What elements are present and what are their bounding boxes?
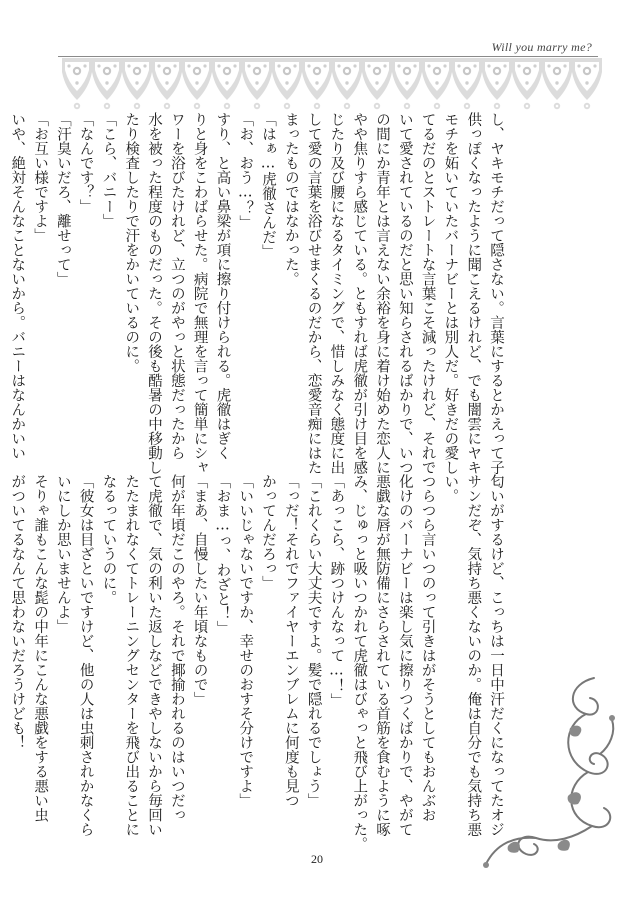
- text-line: 「いいじゃないですか、幸せのおすそ分けですよ」: [237, 474, 254, 808]
- text-line: み、じゅっと吸いつかれて虎徹はびゃっと飛び上がった。: [351, 474, 368, 851]
- text-line: て虎徹で、気の利いた返しなどできやしないから毎回い: [146, 474, 163, 837]
- text-line: 「まあ、自慢したい年頃なもので」: [191, 474, 208, 706]
- text-line: 「彼女は目ざといですけど、他の人は虫刺されかなくら: [77, 474, 94, 837]
- text-line: モチを妬いていたバーナビーとは別人だ。好きだの愛し: [442, 112, 459, 475]
- page-number: 20: [311, 852, 323, 866]
- text-line: 「お、おう…？」: [237, 112, 254, 230]
- text-line: 「おま…っ、わざと！」: [214, 474, 231, 635]
- text-line: 「お互い様ですよ」: [32, 112, 49, 243]
- text-line: すり、と高い鼻梁が項に擦り付けられる。虎徹はぎく: [214, 112, 231, 460]
- text-line: つらつら言いつのって引きはがそうとしてもおんぶお: [419, 474, 436, 822]
- text-line: てるだのとストレートな言葉こそ減ったけれど、それで: [419, 112, 436, 475]
- text-line: 「あっこら、跡つけんなって…！」: [328, 474, 345, 708]
- flourish-corner-ornament: [474, 668, 624, 878]
- text-line: し、ヤキモチだって隠さない。言葉にするとかえって子: [488, 112, 504, 475]
- text-line: かってんだろっ」: [260, 474, 277, 590]
- text-line: 「汗臭いだろ、離せって」: [54, 112, 71, 286]
- text-line: 匂いがするけど、こっちは一日中汗だくになってたオジ: [488, 474, 504, 837]
- text-line: がついてるなんて思わないだろうけども！: [9, 474, 26, 750]
- text-line: 悪戯な唇が無防備にさらされている首筋を食むように啄: [374, 474, 391, 837]
- text-line: 何が年頃だこのやろ。それで揶揄われるのはいつだっ: [168, 474, 185, 822]
- text-line: サンだぞ、気持ち悪くないのか。俺は自分でも気持ち悪: [465, 474, 482, 837]
- running-title: Will you marry me?: [491, 40, 592, 54]
- text-line: 水を被った程度のものだった。その後も酷暑の中移動し: [146, 112, 163, 475]
- text-line: たり検査したりで汗をかいているのに。: [123, 112, 140, 373]
- text-line: いにしか思いませんよ」: [54, 474, 71, 634]
- text-line: 「はぁ…虎徹さんだ」: [260, 112, 277, 259]
- text-line: やや焦りすら感じている。ともすれば虎徹が引け目を感: [351, 112, 368, 475]
- text-line: たたまれなくてトレーニングセンターを飛び出ることに: [123, 474, 140, 837]
- text-line: りと身をこわばらせた。病院で無理を言って簡単にシャ: [191, 112, 208, 475]
- text-line: して愛の言葉を浴びせまくるのだから、恋愛音痴にはた: [305, 112, 322, 475]
- text-line: い。: [442, 474, 459, 503]
- text-line: そりゃ誰もこんな髭の中年にこんな悪戯をする悪い虫: [32, 474, 49, 822]
- text-line: の間にか青年とは言えない余裕を身に着け始めた恋人に: [374, 112, 391, 475]
- text-line: なるっていうのに。: [100, 474, 117, 605]
- text-line: じたり及び腰になるタイミングで、惜しみなく態度に出: [328, 112, 345, 475]
- text-line: 化けのバーナビーは楽し気に擦りつくばかりで、やがて: [396, 474, 413, 837]
- text-line: 「これくらい大丈夫ですよ。髪で隠れるでしょう」: [305, 474, 322, 808]
- body-text-bottom: [9, 474, 507, 851]
- lace-border-ornament: [62, 58, 602, 116]
- text-line: 「なんです？」: [77, 112, 94, 214]
- text-line: 「っだ！それでファイヤーエンブレムに何度も見つ: [282, 474, 299, 808]
- text-line: 供っぽくなったように聞こえるけれど、でも闇雲にヤキ: [465, 112, 482, 475]
- text-line: まったものではなかった。: [282, 112, 299, 286]
- text-line: いや、絶対そんなことないから。バニーはなんかいい: [9, 112, 26, 460]
- header-rule: [58, 56, 598, 57]
- text-line: いて愛されているのだと思い知らされるばかりで、いつ: [396, 112, 413, 475]
- text-line: 「こら、バニー」: [100, 112, 117, 228]
- text-line: ワーを浴びたけれど、立つのがやっと状態だったから: [168, 112, 185, 460]
